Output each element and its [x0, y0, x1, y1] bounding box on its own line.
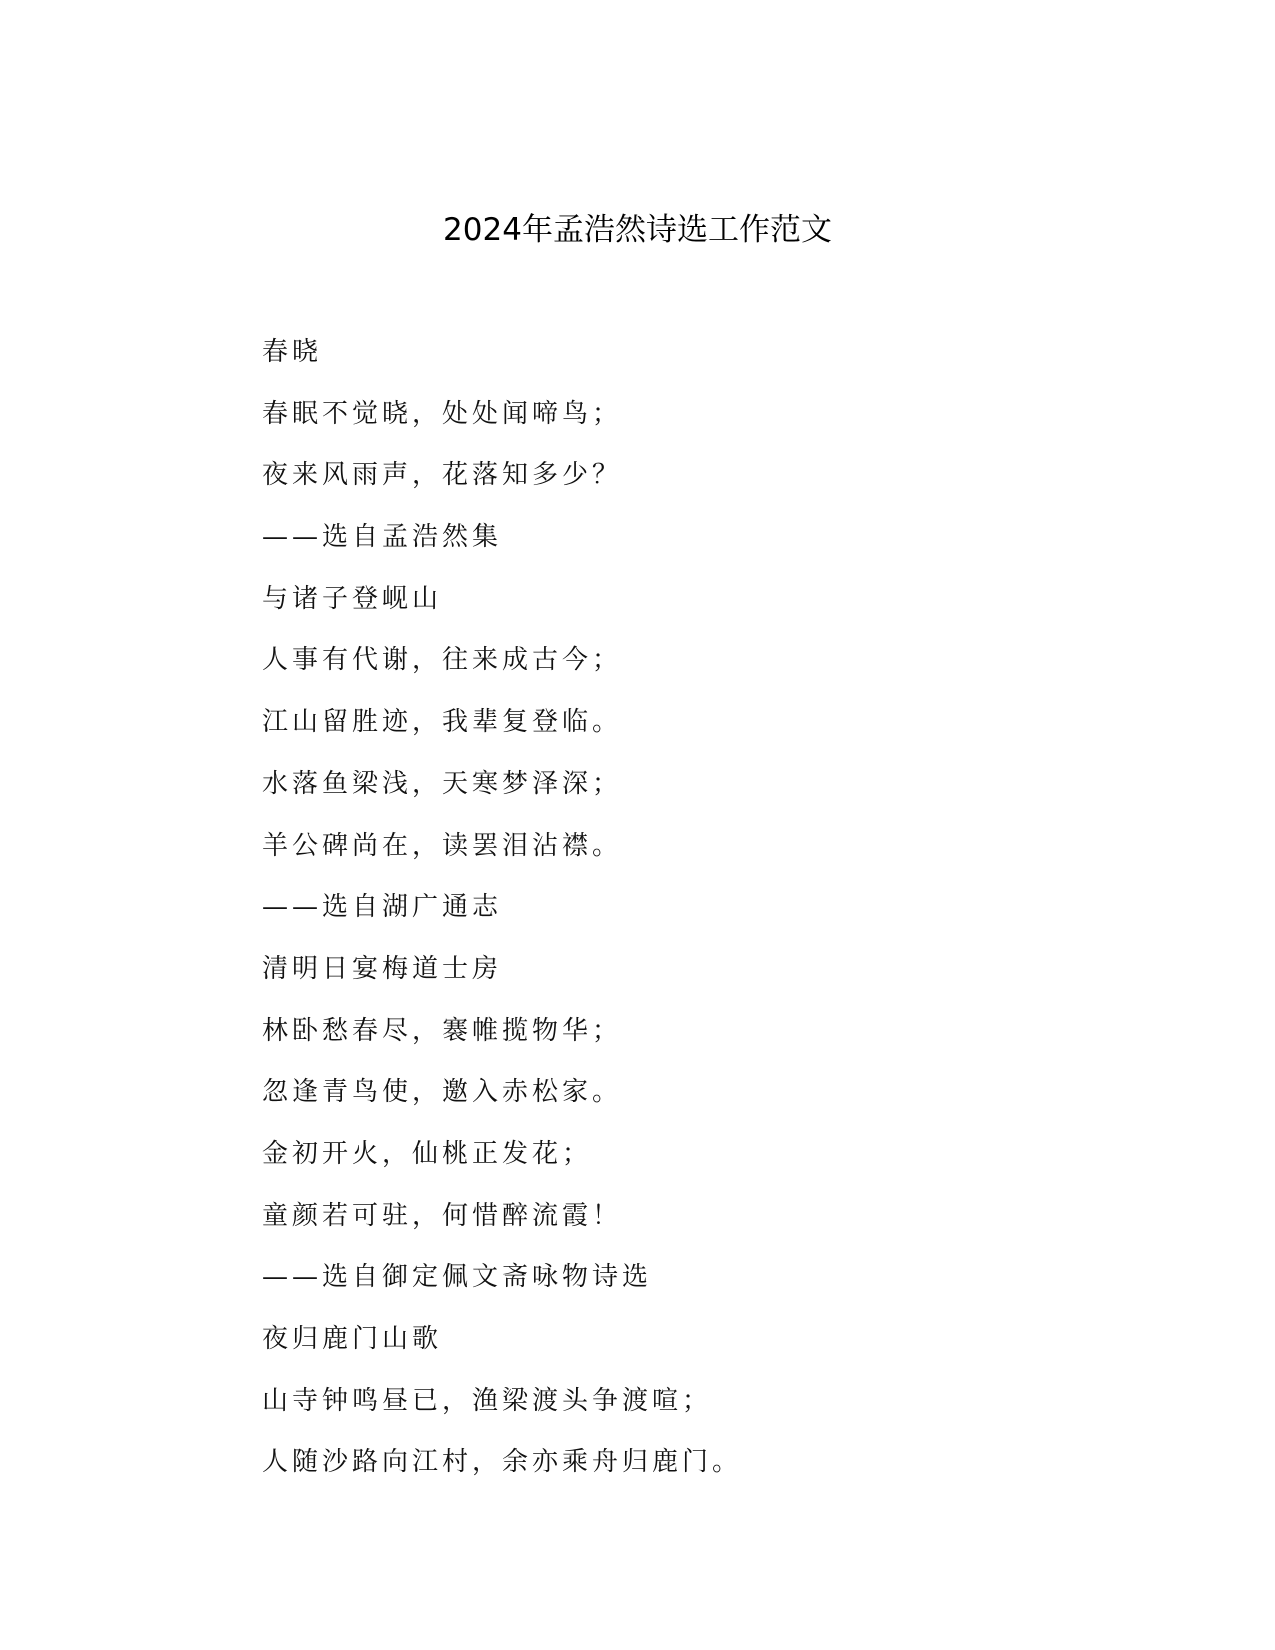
poem-line: 羊公碑尚在，读罢泪沾襟。: [262, 830, 623, 861]
poem-title: 夜归鹿门山歌: [262, 1324, 443, 1354]
document-title: 2024年孟浩然诗选工作范文: [443, 212, 832, 248]
poem-title: 清明日宴梅道士房: [262, 953, 503, 984]
poem-line: 山寺钟鸣昼已，渔梁渡头争渡喧；: [262, 1385, 713, 1416]
poem-line: 忽逢青鸟使，邀入赤松家。: [262, 1077, 623, 1108]
poem-line: 水落鱼梁浅，天寒梦泽深；: [262, 768, 623, 799]
poem-line: 人随沙路向江村，余亦乘舟归鹿门。: [262, 1447, 743, 1478]
poem-line: 金初开火，仙桃正发花；: [262, 1138, 593, 1169]
poem-title: 与诸子登岘山: [262, 583, 443, 614]
poem-title: 春晓: [262, 337, 323, 367]
poem-source: ——选自湖广通志: [262, 892, 503, 923]
poem-line: 夜来风雨声，花落知多少？: [262, 460, 623, 491]
poem-line: 林卧愁春尽，褰帷揽物华；: [262, 1015, 623, 1046]
poem-line: 江山留胜迹，我辈复登临。: [262, 707, 623, 738]
poem-source: ——选自孟浩然集: [262, 522, 503, 553]
poem-source: ——选自御定佩文斋咏物诗选: [262, 1262, 653, 1293]
poem-line: 春眠不觉晓，处处闻啼鸟；: [262, 398, 623, 429]
document-body: [262, 330, 742, 1502]
poem-line: 人事有代谢，往来成古今；: [262, 645, 623, 676]
poem-line: 童颜若可驻，何惜醉流霞！: [262, 1200, 623, 1231]
